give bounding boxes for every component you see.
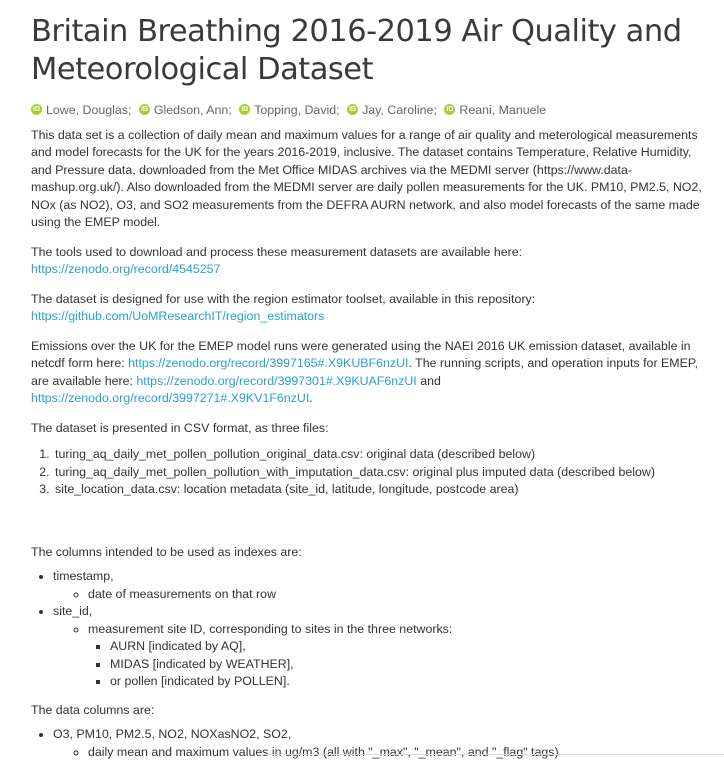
orcid-icon[interactable]: iD xyxy=(139,104,150,115)
estimator-link[interactable]: https://github.com/UoMResearchIT/region_estimators xyxy=(31,309,324,323)
list-item: • site_id, ◦ measurement site ID, corresponding to sites in the three networks: ▪ AURN [indicated by AQ], ▪ MIDAS [indicated by WEATHER], ▪ or pollen [indicated by POLLEN]. xyxy=(53,603,703,691)
record-page xyxy=(31,0,703,761)
orcid-icon[interactable]: iD xyxy=(444,104,455,115)
index-list xyxy=(31,568,703,691)
orcid-icon[interactable]: iD xyxy=(239,104,250,115)
author[interactable]: iD Topping, David ; xyxy=(239,102,343,118)
author[interactable]: iD Gledson, Ann ; xyxy=(139,102,236,118)
list-item: • O3, PM10, PM2.5, NO2, NOXasNO2, SO2, ◦ daily mean and maximum values in ug/m3 (all with "_max", "_mean", and "_flag" tags) xyxy=(53,726,703,761)
estimator-paragraph: The dataset is designed for use with the region estimator toolset, available in this repository: https://github.com/UoMResearchIT/region_estimators xyxy=(31,291,703,326)
tools-paragraph: The tools used to download and process these measurement datasets are available here: https://zenodo.org/record/4545257 xyxy=(31,244,703,279)
divider xyxy=(260,754,724,755)
author-list xyxy=(31,99,703,118)
naei-link[interactable]: https://zenodo.org/record/3997165#.X9KUBF6nzUI xyxy=(128,356,408,370)
list-item: 3. site_location_data.csv: location metadata (site_id, latitude, longitude, postcode area) xyxy=(53,481,703,499)
list-item: ▪ or pollen [indicated by POLLEN]. xyxy=(110,673,703,691)
author[interactable]: iD Jay, Caroline ; xyxy=(347,102,441,118)
list-item: ◦ daily mean and maximum values in ug/m3 (all with "_max", "_mean", and "_flag" tags) xyxy=(88,744,703,761)
file-list xyxy=(31,446,703,499)
list-item: • timestamp, ◦ date of measurements on that row xyxy=(53,568,703,603)
author[interactable]: iD Lowe, Douglas ; xyxy=(31,102,135,118)
orcid-icon[interactable]: iD xyxy=(31,104,42,115)
list-item: ◦ measurement site ID, corresponding to sites in the three networks: ▪ AURN [indicated by AQ], ▪ MIDAS [indicated by WEATHER], ▪ or pollen [indicated by POLLEN]. xyxy=(88,621,703,691)
list-item: 2. turing_aq_daily_met_pollen_pollution_with_imputation_data.csv: original plus imputed data (described below) xyxy=(53,464,703,482)
data-column-list xyxy=(31,726,703,761)
tools-link[interactable]: https://zenodo.org/record/4545257 xyxy=(31,262,220,276)
list-item: ◦ date of measurements on that row xyxy=(88,586,703,604)
list-item: ▪ AURN [indicated by AQ], xyxy=(110,638,703,656)
indexes-intro: The columns intended to be used as indexes are: xyxy=(31,544,703,562)
list-item: 1. turing_aq_daily_met_pollen_pollution_original_data.csv: original data (described below) xyxy=(53,446,703,464)
data-columns-intro: The data columns are: xyxy=(31,702,703,720)
emissions-paragraph: Emissions over the UK for the EMEP model runs were generated using the NAEI 2016 UK emission dataset, available in netcdf form here: https://zenodo.org/record/3997165#.X9KUBF6nzUI. The running scripts, and operation inputs for EMEP, are available here: https://zenodo.org/record/3997301#.X9KUAF6nzUI and https://zenodo.org/record/3997271#.X9KV1F6nzUI. xyxy=(31,338,703,408)
author[interactable]: iD Reani, Manuele xyxy=(444,102,546,118)
orcid-icon[interactable]: iD xyxy=(347,104,358,115)
emep-scripts-link[interactable]: https://zenodo.org/record/3997301#.X9KUAF6nzUI xyxy=(136,374,416,388)
page-title: Britain Breathing 2016-2019 Air Quality and Meteorological Dataset xyxy=(31,13,703,89)
description: This data set is a collection of daily mean and maximum values for a range of air quality and meterological measurements and model forecasts for the UK for the years 2016-2019, inclusive. The dataset contains Temperature, Relative Humidity, and Pressure data, downloaded from the Met Office MIDAS archives via the MEDMI server (https://www.data-mashup.org.uk/). Also downloaded from the MEDMI server are daily pollen measurements for the UK. PM10, PM2.5, NO2, NOx (as NO2), O3, and SO2 measurements from the DEFRA AURN network, and also model forecasts of the same made using the EMEP model. xyxy=(31,127,703,232)
emep-inputs-link[interactable]: https://zenodo.org/record/3997271#.X9KV1F6nzUI xyxy=(31,391,309,405)
list-item: ▪ MIDAS [indicated by WEATHER], xyxy=(110,656,703,674)
files-intro: The dataset is presented in CSV format, as three files: xyxy=(31,420,703,438)
